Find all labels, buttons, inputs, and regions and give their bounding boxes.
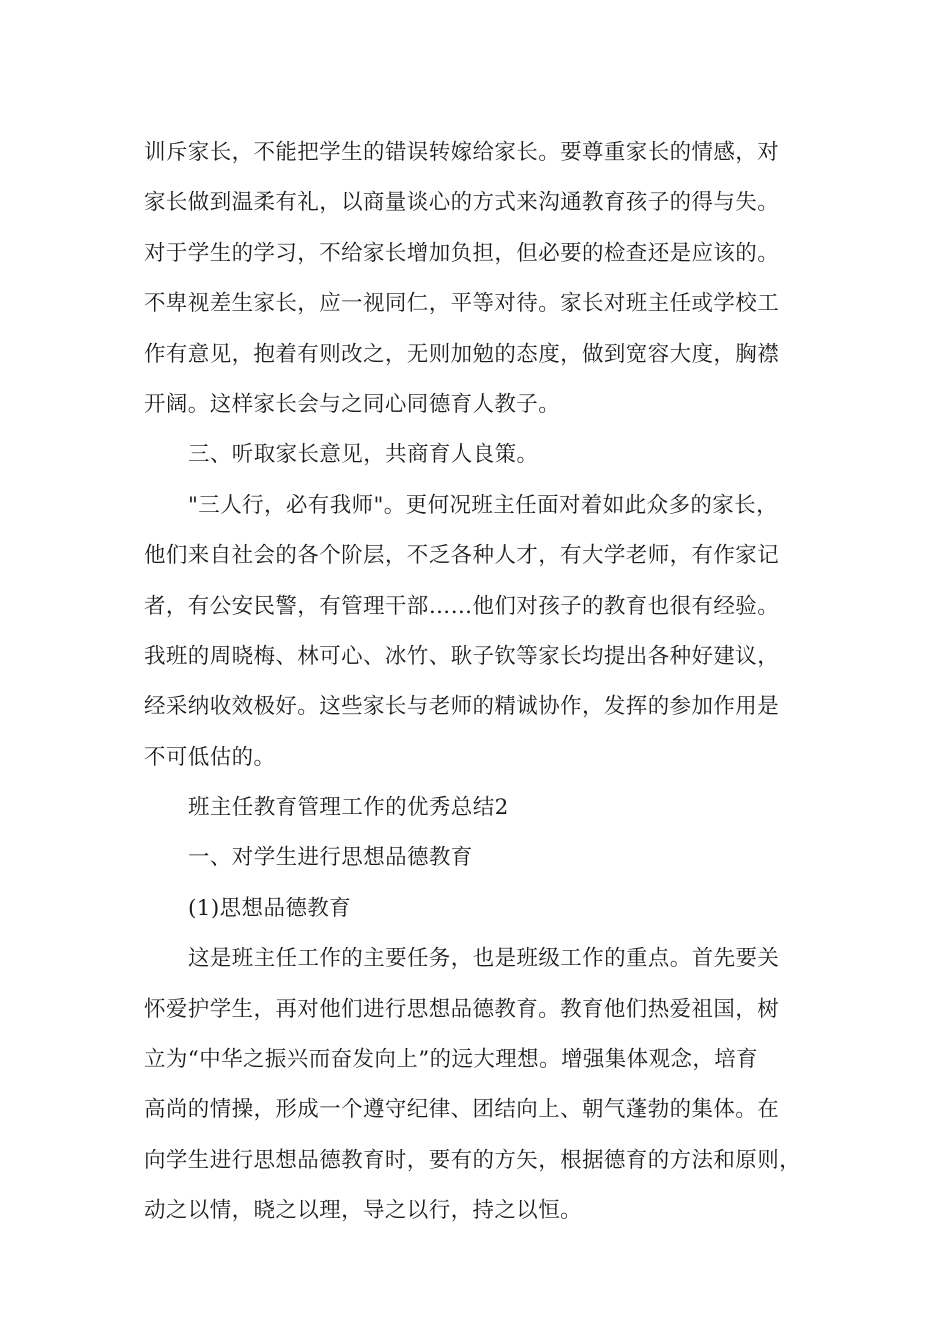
section-heading: 三、听取家长意见，共商育人良策。: [188, 442, 539, 468]
text-line: 立为“中华之振兴而奋发向上”的远大理想。增强集体观念，培育: [144, 1047, 759, 1073]
text-line: 这是班主任工作的主要任务，也是班级工作的重点。首先要关: [188, 946, 780, 972]
document-body: [144, 128, 834, 1237]
text-line: 向学生进行思想品德教育时，要有的方矢，根据德育的方法和原则，: [144, 1147, 802, 1173]
section-heading: 一、对学生进行思想品德教育: [188, 845, 473, 871]
text-line: 开阔。这样家长会与之同心同德育人教子。: [144, 391, 561, 417]
text-line: 高尚的情操，形成一个遵守纪律、团结向上、朝气蓬勃的集体。在: [144, 1097, 780, 1123]
text-line: 训斥家长，不能把学生的错误转嫁给家长。要尊重家长的情感，对: [144, 140, 780, 165]
subsection-heading: (1)思想品德教育: [188, 895, 352, 921]
text-line: 对于学生的学习，不给家长增加负担，但必要的检查还是应该的。: [144, 240, 780, 266]
text-line: 经采纳收效极好。这些家长与老师的精诚协作，发挥的参加作用是: [144, 694, 780, 720]
article-title: 班主任教育管理工作的优秀总结2: [188, 795, 509, 821]
text-line: 家长做到温柔有礼，以商量谈心的方式来沟通教育孩子的得与失。: [144, 190, 780, 216]
text-line: 作有意见，抱着有则改之，无则加勉的态度，做到宽容大度，胸襟: [144, 341, 780, 367]
text-line: 我班的周晓梅、林可心、冰竹、耿子钦等家长均提出各种好建议，: [144, 643, 780, 669]
text-line: 不卑视差生家长，应一视同仁，平等对待。家长对班主任或学校工: [144, 291, 780, 317]
text-line: 不可低估的。: [144, 744, 276, 770]
text-line: 他们来自社会的各个阶层，不乏各种人才，有大学老师，有作家记: [144, 543, 780, 569]
text-line: 者，有公安民警，有管理干部……他们对孩子的教育也很有经验。: [144, 593, 780, 619]
text-line: 动之以情，晓之以理，导之以行，持之以恒。: [144, 1198, 583, 1224]
text-line: "三人行，必有我师"。更何况班主任面对着如此众多的家长，: [188, 492, 778, 518]
text-line: 怀爱护学生，再对他们进行思想品德教育。教育他们热爱祖国，树: [144, 996, 780, 1022]
